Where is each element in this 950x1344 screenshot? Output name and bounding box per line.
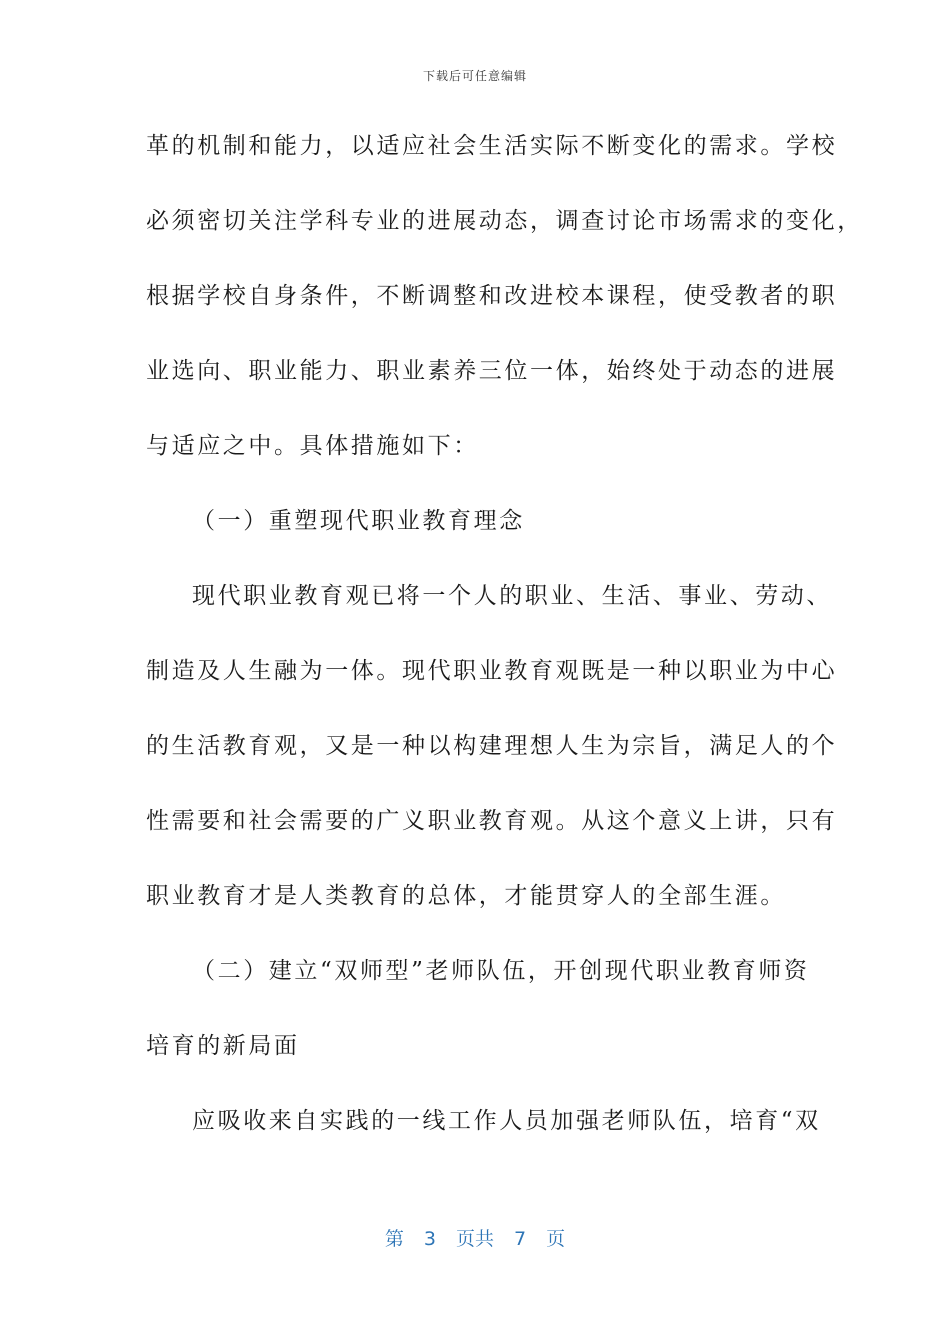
paragraph-line: 必须密切关注学科专业的进展动态，调查讨论市场需求的变化， [146, 208, 863, 234]
paragraph-line: 制造及人生融为一体。现代职业教育观既是一种以职业为中心 [146, 658, 838, 684]
footer-current-page: 3 [423, 1228, 436, 1250]
paragraph-line: 性需要和社会需要的广义职业教育观。从这个意义上讲，只有 [146, 808, 838, 834]
paragraph-line: 与适应之中。具体措施如下： [146, 433, 479, 459]
paragraph-line: 现代职业教育观已将一个人的职业、生活、事业、劳动、 [192, 583, 832, 609]
section-heading: （二）建立“双师型”老师队伍，开创现代职业教育师资 [192, 958, 810, 984]
page-header: 下载后可任意编辑 [422, 69, 527, 83]
paragraph-line: 根据学校自身条件，不断调整和改进校本课程，使受教者的职 [146, 283, 838, 309]
footer-middle: 页共 [455, 1228, 494, 1250]
paragraph-line: 的生活教育观，又是一种以构建理想人生为宗旨，满足人的个 [146, 733, 838, 759]
document-body [146, 120, 863, 1170]
footer-prefix: 第 [384, 1228, 404, 1250]
section-heading-continuation: 培育的新局面 [146, 1033, 300, 1059]
footer-suffix: 页 [546, 1228, 566, 1250]
paragraph-line: 应吸收来自实践的一线工作人员加强老师队伍，培育“双 [192, 1108, 821, 1134]
paragraph-line: 职业教育才是人类教育的总体，才能贯穿人的全部生涯。 [146, 883, 786, 909]
section-heading: （一）重塑现代职业教育理念 [192, 508, 525, 534]
page-number-footer [0, 1224, 950, 1251]
paragraph-line: 革的机制和能力，以适应社会生活实际不断变化的需求。学校 [146, 133, 838, 159]
footer-total-pages: 7 [514, 1228, 527, 1250]
paragraph-line: 业选向、职业能力、职业素养三位一体，始终处于动态的进展 [146, 358, 838, 384]
